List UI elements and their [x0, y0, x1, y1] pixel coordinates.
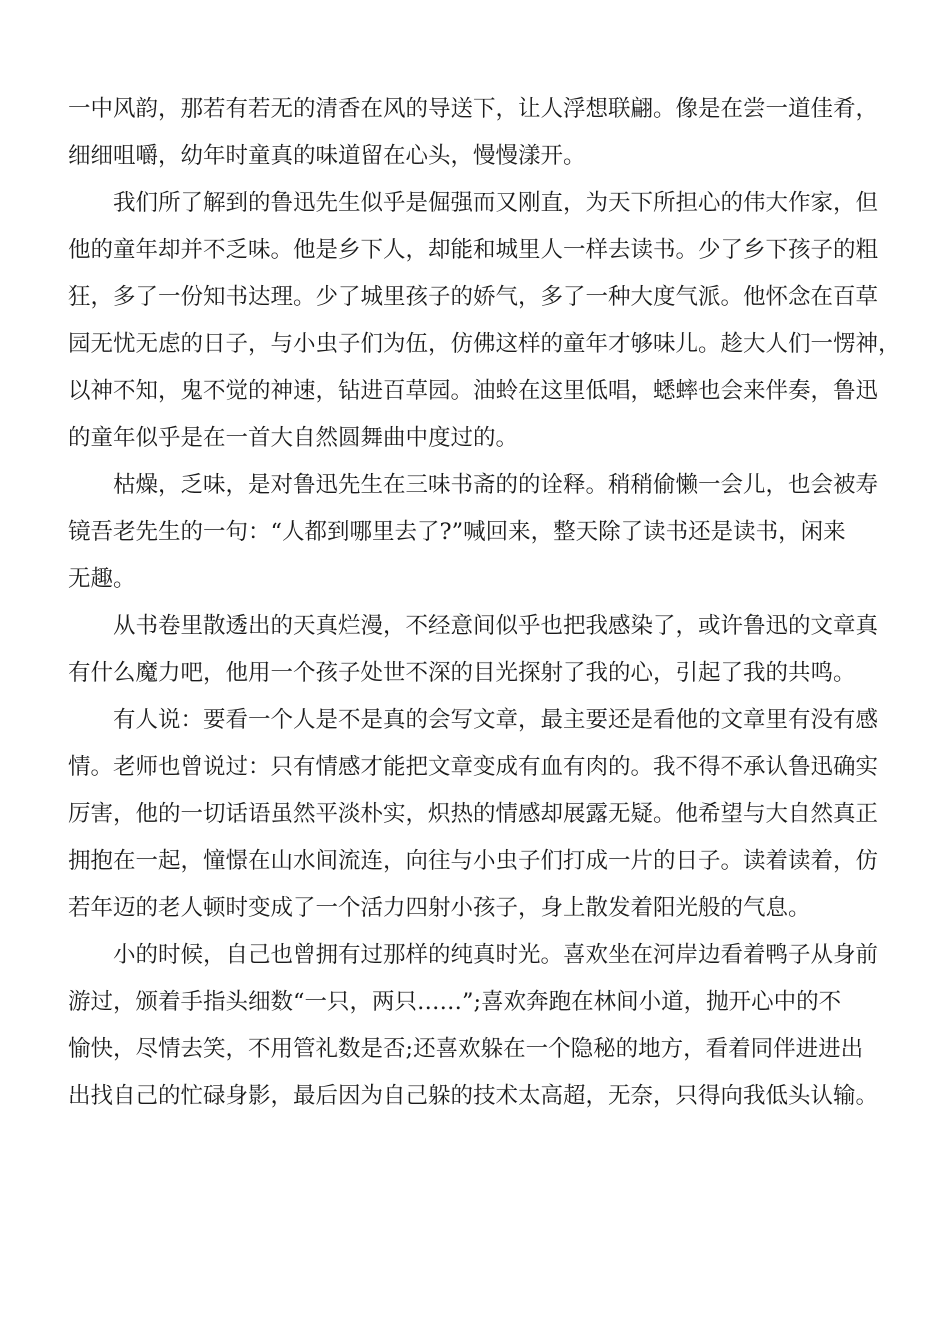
text-line: 有什么魔力吧，他用一个孩子处世不深的目光探射了我的心，引起了我的共鸣。 [68, 660, 856, 686]
text-line: 无趣。 [68, 566, 136, 592]
text-line: 拥抱在一起，憧憬在山水间流连，向往与小虫子们打成一片的日子。读着读着，仿 [68, 848, 879, 874]
text-line: 枯燥，乏味，是对鲁迅先生在三味书斋的的诠释。稍稍偷懒一会儿，也会被寿 [68, 472, 879, 498]
text-line: 有人说：要看一个人是不是真的会写文章，最主要还是看他的文章里有没有感 [68, 707, 879, 733]
text-line: 愉快，尽情去笑，不用管礼数是否;还喜欢躲在一个隐秘的地方，看着同伴进进出 [68, 1036, 864, 1062]
text-line: 出找自己的忙碌身影，最后因为自己躲的技术太高超，无奈，只得向我低头认输。 [68, 1083, 879, 1109]
text-line: 镜吾老先生的一句：“人都到哪里去了?”喊回来，整天除了读书还是读书，闲来 [68, 519, 846, 545]
text-line: 游过，颁着手指头细数“一只，两只……”;喜欢奔跑在林间小道，抛开心中的不 [68, 989, 842, 1015]
text-line: 的童年似乎是在一首大自然圆舞曲中度过的。 [68, 425, 519, 451]
text-line: 若年迈的老人顿时变成了一个活力四射小孩子，身上散发着阳光般的气息。 [68, 895, 811, 921]
text-line: 厉害，他的一切话语虽然平淡朴实，炽热的情感却展露无疑。他希望与大自然真正 [68, 801, 879, 827]
text-line: 情。老师也曾说过：只有情感才能把文章变成有血有肉的。我不得不承认鲁迅确实 [68, 754, 879, 780]
document-body [68, 86, 901, 1120]
text-line: 小的时候，自己也曾拥有过那样的纯真时光。喜欢坐在河岸边看着鸭子从身前 [68, 942, 879, 968]
text-line: 园无忧无虑的日子，与小虫子们为伍，仿佛这样的童年才够味儿。趁大人们一愣神， [68, 331, 901, 357]
text-line: 一中风韵，那若有若无的清香在风的导送下，让人浮想联翩。像是在尝一道佳肴， [68, 96, 879, 122]
text-line: 细细咀嚼，幼年时童真的味道留在心头，慢慢漾开。 [68, 143, 586, 169]
text-line: 以神不知，鬼不觉的神速，钻进百草园。油蛉在这里低唱，蟋蟀也会来伴奏，鲁迅 [68, 378, 879, 404]
text-line: 从书卷里散透出的天真烂漫，不经意间似乎也把我感染了，或许鲁迅的文章真 [68, 613, 879, 639]
text-line: 他的童年却并不乏味。他是乡下人，却能和城里人一样去读书。少了乡下孩子的粗 [68, 237, 879, 263]
text-line: 我们所了解到的鲁迅先生似乎是倔强而又刚直，为天下所担心的伟大作家，但 [68, 190, 879, 216]
text-line: 狂，多了一份知书达理。少了城里孩子的娇气，多了一种大度气派。他怀念在百草 [68, 284, 879, 310]
